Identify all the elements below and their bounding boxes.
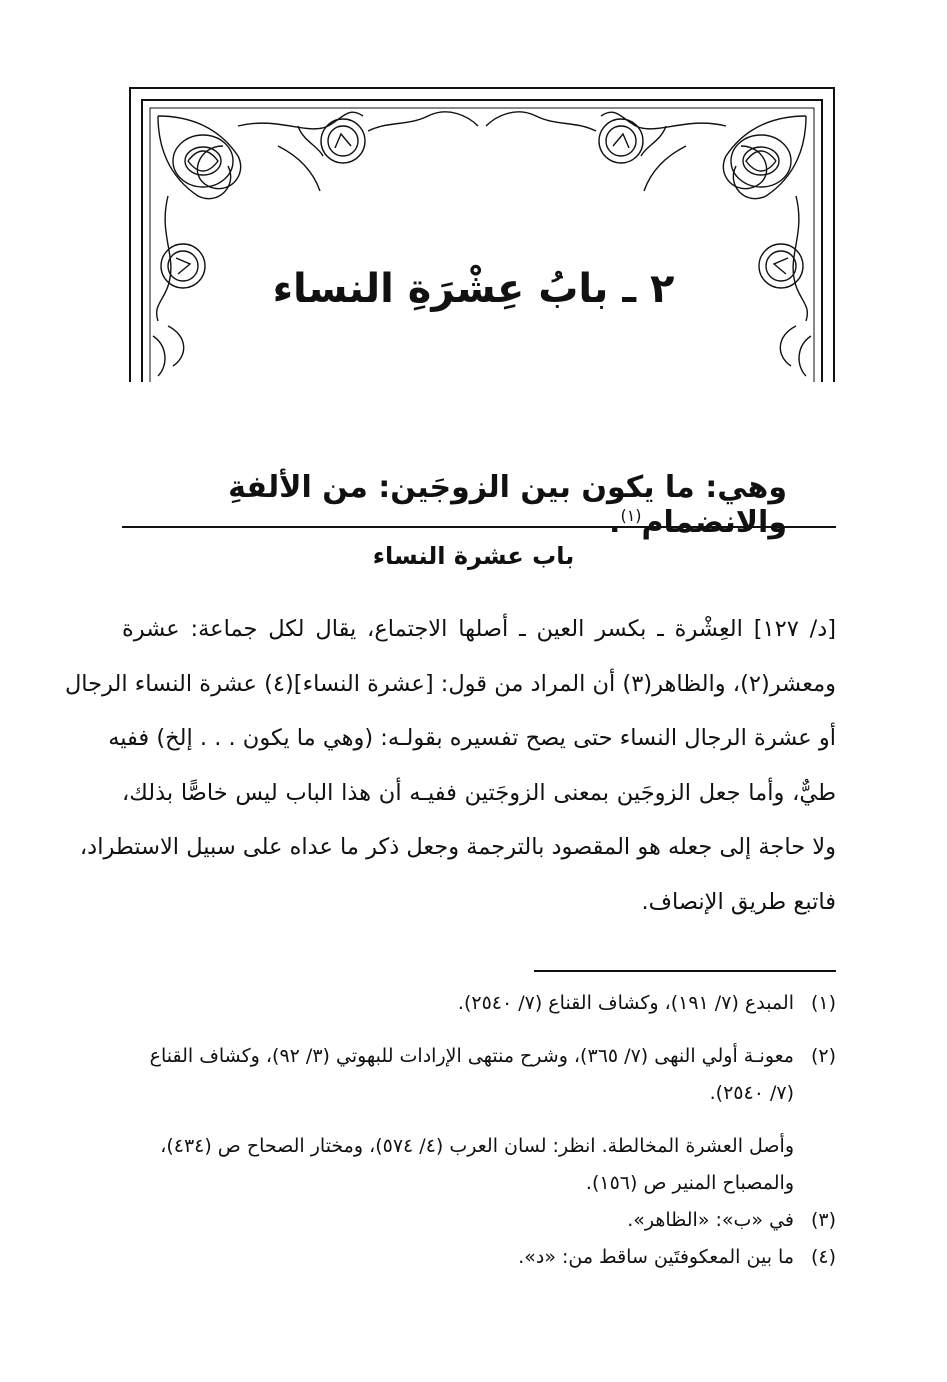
main-text [87, 470, 787, 540]
commentary-heading: باب عشرة النساء [372, 542, 575, 570]
main-text-end: . [609, 505, 621, 540]
footnotes-divider [534, 970, 836, 972]
commentary-line: ولا حاجة إلى جعله هو المقصود بالترجمة وجعل ذكر ما عداه على سبيل الاستطراد، [79, 834, 836, 860]
footnote-number: (١) [810, 992, 836, 1014]
footnote-4 [122, 1239, 836, 1276]
footnote-1 [122, 985, 836, 1022]
commentary-line: فاتبع طريق الإنصاف. [641, 888, 836, 915]
footnote-2-extra [122, 1128, 836, 1165]
commentary-line: [د/ ١٢٧] العِشْرة ـ بكسر العين ـ أصلها الاجتماع، يقال لكل جماعة: عشرة [122, 616, 837, 642]
ornament-border-icon [128, 86, 836, 382]
footnote-text: في «ب»: «الظاهر». [627, 1209, 794, 1231]
footnote-3 [122, 1202, 836, 1239]
commentary-line: طيٌّ، وأما جعل الزوجَين بمعنى الزوجَتين ففيـه أن هذا الباب ليس خاصًّا بذلك، [122, 779, 836, 806]
footnotes [122, 985, 836, 1276]
footnote-number: (٤) [810, 1246, 836, 1268]
chapter-title: ٢ ـ بابُ عِشْرَةِ النساء [272, 266, 675, 312]
footnote-continuation: والمصباح المنير ص (١٥٦). [585, 1172, 794, 1194]
commentary-body [64, 602, 837, 929]
footnote-text: المبدع (٧/ ١٩١)، وكشاف القناع (٧/ ٢٥٤٠). [457, 992, 794, 1014]
footnote-number: (٣) [810, 1209, 836, 1231]
footnote-number: (٢) [810, 1045, 836, 1067]
footnote-text: ما بين المعكوفتَين ساقط من: «د». [518, 1246, 794, 1268]
footnote-continuation: (٧/ ٢٥٤٠). [709, 1082, 794, 1104]
ornamental-frame [128, 86, 836, 382]
commentary-line: ومعشر(٢)، والظاهر(٣) أن المراد من قول: [عشرة النساء](٤) عشرة النساء الرجال [64, 670, 836, 697]
footnote-2 [122, 1038, 836, 1075]
main-text-body: وهي: ما يكون بين الزوجَين: من الألفةِ والانضمام [228, 470, 787, 540]
footnote-ref: (١) [620, 506, 642, 525]
main-divider [122, 526, 836, 528]
commentary-line: أو عشرة الرجال النساء حتى يصح تفسيره بقولـه: (وهي ما يكون . . . إلخ) ففيه [108, 725, 836, 751]
footnote-text: معونـة أولي النهى (٧/ ٣٦٥)، وشرح منتهى الإرادات للبهوتي (٣/ ٩٢)، وكشاف القناع [149, 1045, 794, 1067]
footnote-text: وأصل العشرة المخالطة. انظر: لسان العرب (٤/ ٥٧٤)، ومختار الصحاح ص (٤٣٤)، [160, 1135, 794, 1157]
